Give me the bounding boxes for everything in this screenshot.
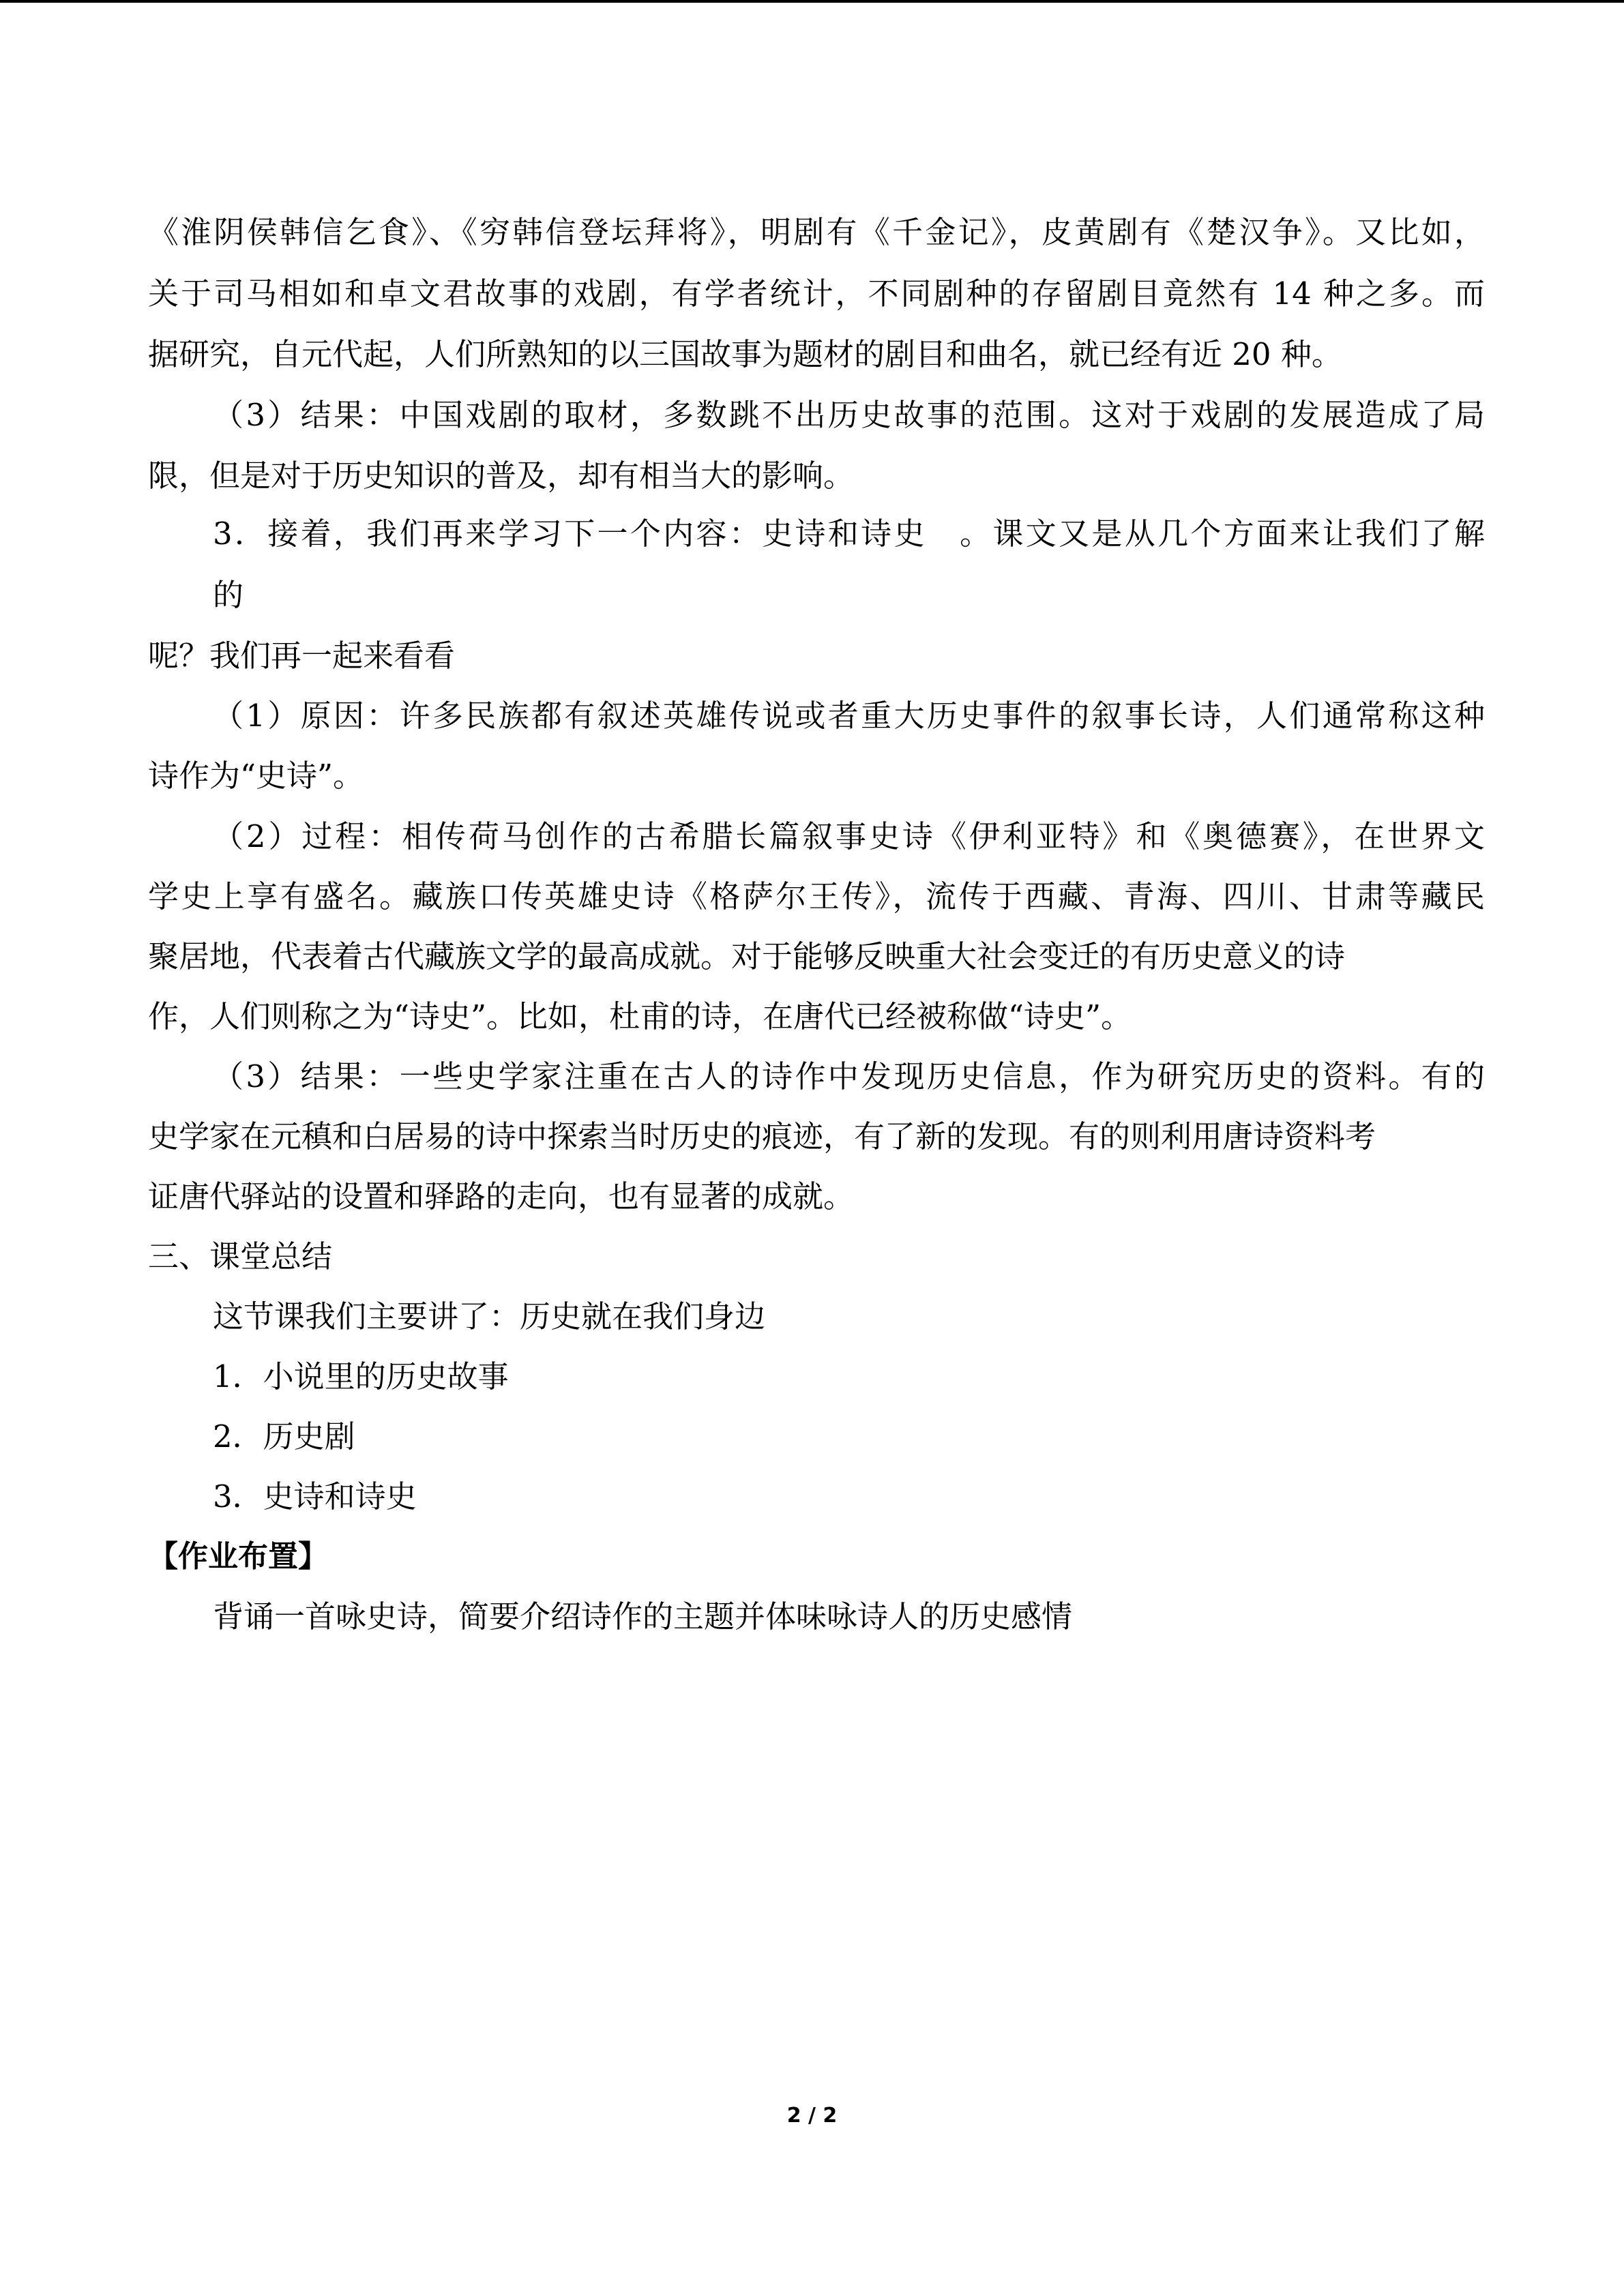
page-number: 2 / 2 [786, 2104, 838, 2128]
text-line: 诗作为“史诗”。 [148, 758, 364, 794]
homework-heading: 【作业布置】 [148, 1539, 328, 1574]
text-line: （3）结果：中国戏剧的取材，多数跳不出历史故事的范围。这对于戏剧的发展造成了局 [213, 397, 1485, 433]
summary-list-item: 2．历史剧 [213, 1418, 355, 1455]
text-line: 据研究，自元代起，人们所熟知的以三国故事为题材的剧目和曲名，就已经有近 20 种。 [148, 336, 1342, 372]
text-line: 3．接着，我们再来学习下一个内容：史诗和诗史 。课文又是从几个方面来让我们了解 [213, 516, 1485, 552]
text-line: 关于司马相如和卓文君故事的戏剧，有学者统计，不同剧种的存留剧目竟然有 14 种之多。而 [148, 275, 1485, 312]
text-line: 呢？我们再一起来看看 [148, 638, 456, 674]
text-line: 证唐代驿站的设置和驿路的走向，也有显著的成就。 [148, 1178, 855, 1214]
summary-list-item: 3．史诗和诗史 [213, 1478, 417, 1515]
summary-list-item: 1．小说里的历史故事 [213, 1358, 509, 1395]
section-heading: 三、课堂总结 [148, 1238, 333, 1274]
page-top-border [0, 0, 1624, 3]
homework-text: 背诵一首咏史诗，简要介绍诗作的主题并体味咏诗人的历史感情 [213, 1598, 1073, 1635]
text-line: （1）原因：许多民族都有叙述英雄传说或者重大历史事件的叙事长诗，人们通常称这种 [213, 698, 1485, 734]
text-line: 《淮阴侯韩信乞食》、《穷韩信登坛拜将》，明剧有《千金记》，皮黄剧有《楚汉争》。又比如， [148, 214, 1485, 250]
text-line: 的 [213, 577, 244, 613]
text-line: （3）结果：一些史学家注重在古人的诗作中发现历史信息，作为研究历史的资料。有的 [213, 1058, 1485, 1094]
text-line: 作，人们则称之为“诗史”。比如，杜甫的诗，在唐代已经被称做“诗史”。 [148, 998, 1132, 1034]
text-line: 聚居地，代表着古代藏族文学的最高成就。对于能够反映重大社会变迁的有历史意义的诗 [148, 938, 1346, 974]
text-line: 限，但是对于历史知识的普及，却有相当大的影响。 [148, 458, 855, 494]
text-line: 史学家在元稹和白居易的诗中探索当时历史的痕迹，有了新的发现。有的则利用唐诗资料考 [148, 1118, 1376, 1154]
text-line: （2）过程：相传荷马创作的古希腊长篇叙事史诗《伊利亚特》和《奥德赛》，在世界文 [213, 818, 1485, 854]
text-line: 学史上享有盛名。藏族口传英雄史诗《格萨尔王传》，流传于西藏、青海、四川、甘肃等藏民 [148, 878, 1485, 914]
text-line: 这节课我们主要讲了：历史就在我们身边 [213, 1298, 766, 1335]
